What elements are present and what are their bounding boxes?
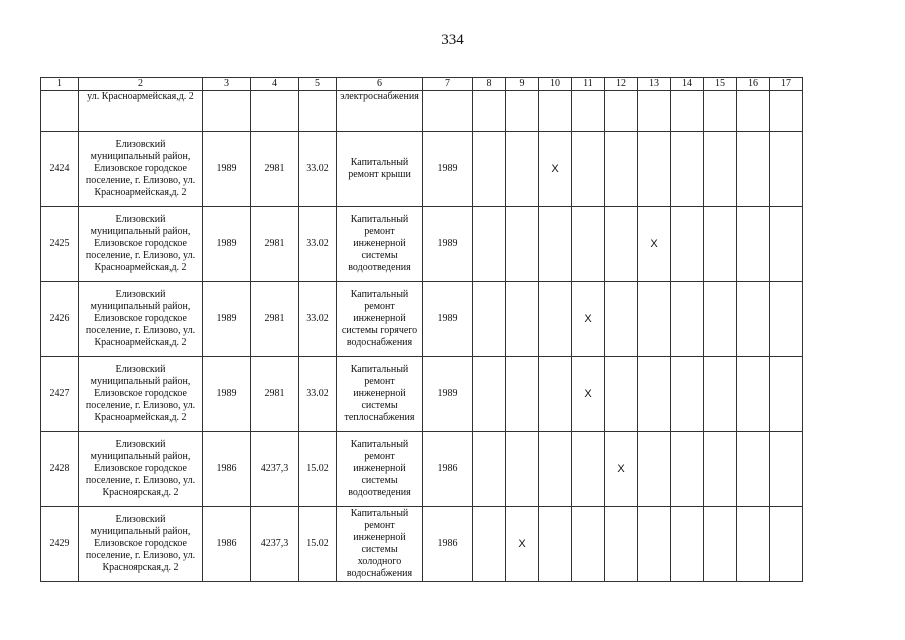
column-number: 7 bbox=[423, 78, 473, 91]
cell-area: 2981 bbox=[251, 282, 299, 357]
empty-cell bbox=[605, 132, 638, 207]
empty-cell bbox=[572, 207, 605, 282]
mark-cell: X bbox=[572, 282, 605, 357]
empty-cell bbox=[737, 507, 770, 582]
cell-id: 2429 bbox=[41, 507, 79, 582]
empty-cell bbox=[605, 357, 638, 432]
column-number: 8 bbox=[473, 78, 506, 91]
cell-year: 1989 bbox=[203, 132, 251, 207]
empty-cell bbox=[473, 507, 506, 582]
cell-id bbox=[41, 91, 79, 132]
cell-col5: 33.02 bbox=[299, 282, 337, 357]
column-number: 13 bbox=[638, 78, 671, 91]
cell-work: Капитальный ремонт крыши bbox=[337, 132, 423, 207]
empty-cell bbox=[638, 507, 671, 582]
cell-work: Капитальный ремонт инженерной системы горячего водоснабжения bbox=[337, 282, 423, 357]
cell-col5 bbox=[299, 91, 337, 132]
empty-cell bbox=[737, 207, 770, 282]
cell-work: Капитальный ремонт инженерной системы теплоснабжения bbox=[337, 357, 423, 432]
cell-area: 2981 bbox=[251, 207, 299, 282]
table-row bbox=[41, 507, 803, 582]
empty-cell bbox=[572, 132, 605, 207]
empty-cell bbox=[506, 282, 539, 357]
cell-address: Елизовский муниципальный район, Елизовское городское поселение, г. Елизово, ул. Красноармейская,д. 2 bbox=[79, 282, 203, 357]
empty-cell bbox=[770, 357, 803, 432]
mark-cell: X bbox=[605, 432, 638, 507]
cell-id: 2424 bbox=[41, 132, 79, 207]
continuation-row bbox=[41, 91, 803, 132]
cell-address: Елизовский муниципальный район, Елизовское городское поселение, г. Елизово, ул. Красноармейская,д. 2 bbox=[79, 357, 203, 432]
cell-work: Капитальный ремонт инженерной системы холодного водоснабжения bbox=[337, 507, 423, 582]
column-number: 4 bbox=[251, 78, 299, 91]
cell-year bbox=[203, 91, 251, 132]
cell-work: электроснабжения bbox=[337, 91, 423, 132]
cell-area: 4237,3 bbox=[251, 432, 299, 507]
column-number: 9 bbox=[506, 78, 539, 91]
column-number: 17 bbox=[770, 78, 803, 91]
cell-col5: 15.02 bbox=[299, 432, 337, 507]
empty-cell bbox=[704, 282, 737, 357]
cell-col5: 33.02 bbox=[299, 207, 337, 282]
cell-col7: 1986 bbox=[423, 432, 473, 507]
cell-address: Елизовский муниципальный район, Елизовское городское поселение, г. Елизово, ул. Красноармейская,д. 2 bbox=[79, 132, 203, 207]
column-number: 6 bbox=[337, 78, 423, 91]
column-number: 2 bbox=[79, 78, 203, 91]
cell-col5: 15.02 bbox=[299, 507, 337, 582]
empty-cell bbox=[770, 432, 803, 507]
empty-cell bbox=[671, 507, 704, 582]
empty-cell bbox=[539, 507, 572, 582]
column-number: 1 bbox=[41, 78, 79, 91]
empty-cell bbox=[605, 207, 638, 282]
empty-cell bbox=[473, 132, 506, 207]
page-number: 334 bbox=[441, 32, 464, 48]
empty-cell bbox=[638, 282, 671, 357]
cell-year: 1989 bbox=[203, 282, 251, 357]
empty-cell bbox=[671, 357, 704, 432]
empty-cell bbox=[704, 432, 737, 507]
empty-cell bbox=[539, 282, 572, 357]
column-number-row bbox=[41, 78, 803, 91]
cell-work: Капитальный ремонт инженерной системы водоотведения bbox=[337, 207, 423, 282]
table-row bbox=[41, 432, 803, 507]
empty-cell bbox=[770, 282, 803, 357]
empty-cell bbox=[704, 357, 737, 432]
cell-id: 2426 bbox=[41, 282, 79, 357]
column-number: 16 bbox=[737, 78, 770, 91]
cell-col7: 1989 bbox=[423, 282, 473, 357]
empty-cell bbox=[638, 132, 671, 207]
empty-cell bbox=[605, 282, 638, 357]
cell-area: 2981 bbox=[251, 132, 299, 207]
empty-cell bbox=[506, 357, 539, 432]
empty-cell bbox=[506, 432, 539, 507]
column-number: 15 bbox=[704, 78, 737, 91]
empty-cell bbox=[473, 207, 506, 282]
empty-cell bbox=[539, 432, 572, 507]
empty-cell bbox=[671, 207, 704, 282]
empty-cell bbox=[572, 432, 605, 507]
column-number: 12 bbox=[605, 78, 638, 91]
cell-year: 1989 bbox=[203, 207, 251, 282]
empty-cell bbox=[704, 507, 737, 582]
cell-area bbox=[251, 91, 299, 132]
cell-col5: 33.02 bbox=[299, 132, 337, 207]
cell-work: Капитальный ремонт инженерной системы водоотведения bbox=[337, 432, 423, 507]
cell-col7: 1989 bbox=[423, 357, 473, 432]
cell-col7: 1989 bbox=[423, 132, 473, 207]
cell-address: Елизовский муниципальный район, Елизовское городское поселение, г. Елизово, ул. Красноармейская,д. 2 bbox=[79, 207, 203, 282]
empty-cell bbox=[506, 207, 539, 282]
table-row bbox=[41, 282, 803, 357]
cell-col7: 1986 bbox=[423, 507, 473, 582]
cell-col7: 1989 bbox=[423, 207, 473, 282]
empty-cell bbox=[737, 132, 770, 207]
empty-cell bbox=[737, 357, 770, 432]
empty-cell bbox=[737, 282, 770, 357]
mark-cell: X bbox=[638, 207, 671, 282]
cell-id: 2425 bbox=[41, 207, 79, 282]
empty-cell bbox=[770, 507, 803, 582]
mark-cell: X bbox=[506, 507, 539, 582]
empty-cell bbox=[572, 507, 605, 582]
mark-cell: X bbox=[539, 132, 572, 207]
cell-id: 2428 bbox=[41, 432, 79, 507]
column-number: 14 bbox=[671, 78, 704, 91]
repair-schedule-table bbox=[40, 77, 803, 582]
empty-cell bbox=[473, 357, 506, 432]
cell-address: Елизовский муниципальный район, Елизовское городское поселение, г. Елизово, ул. Красноярская,д. 2 bbox=[79, 507, 203, 582]
empty-cell bbox=[473, 432, 506, 507]
empty-cell bbox=[704, 132, 737, 207]
cell-address: ул. Красноармейская,д. 2 bbox=[79, 91, 203, 132]
column-number: 10 bbox=[539, 78, 572, 91]
empty-cell bbox=[473, 282, 506, 357]
cell-year: 1986 bbox=[203, 432, 251, 507]
empty-cell bbox=[506, 132, 539, 207]
empty-cell bbox=[539, 207, 572, 282]
empty-cell bbox=[539, 357, 572, 432]
column-number: 3 bbox=[203, 78, 251, 91]
cell-area: 4237,3 bbox=[251, 507, 299, 582]
empty-cell bbox=[638, 432, 671, 507]
cell-col5: 33.02 bbox=[299, 357, 337, 432]
cell-address: Елизовский муниципальный район, Елизовское городское поселение, г. Елизово, ул. Красноярская,д. 2 bbox=[79, 432, 203, 507]
empty-cell bbox=[671, 432, 704, 507]
column-number: 5 bbox=[299, 78, 337, 91]
empty-cell bbox=[671, 282, 704, 357]
cell-area: 2981 bbox=[251, 357, 299, 432]
empty-cell bbox=[737, 432, 770, 507]
table-row bbox=[41, 132, 803, 207]
empty-cell bbox=[605, 507, 638, 582]
empty-cell bbox=[638, 357, 671, 432]
empty-cell bbox=[704, 207, 737, 282]
cell-col7 bbox=[423, 91, 473, 132]
mark-cell: X bbox=[572, 357, 605, 432]
empty-cell bbox=[770, 132, 803, 207]
column-number: 11 bbox=[572, 78, 605, 91]
cell-year: 1986 bbox=[203, 507, 251, 582]
empty-cell bbox=[770, 207, 803, 282]
empty-cell bbox=[671, 132, 704, 207]
cell-year: 1989 bbox=[203, 357, 251, 432]
table-row bbox=[41, 357, 803, 432]
cell-id: 2427 bbox=[41, 357, 79, 432]
table-row bbox=[41, 207, 803, 282]
